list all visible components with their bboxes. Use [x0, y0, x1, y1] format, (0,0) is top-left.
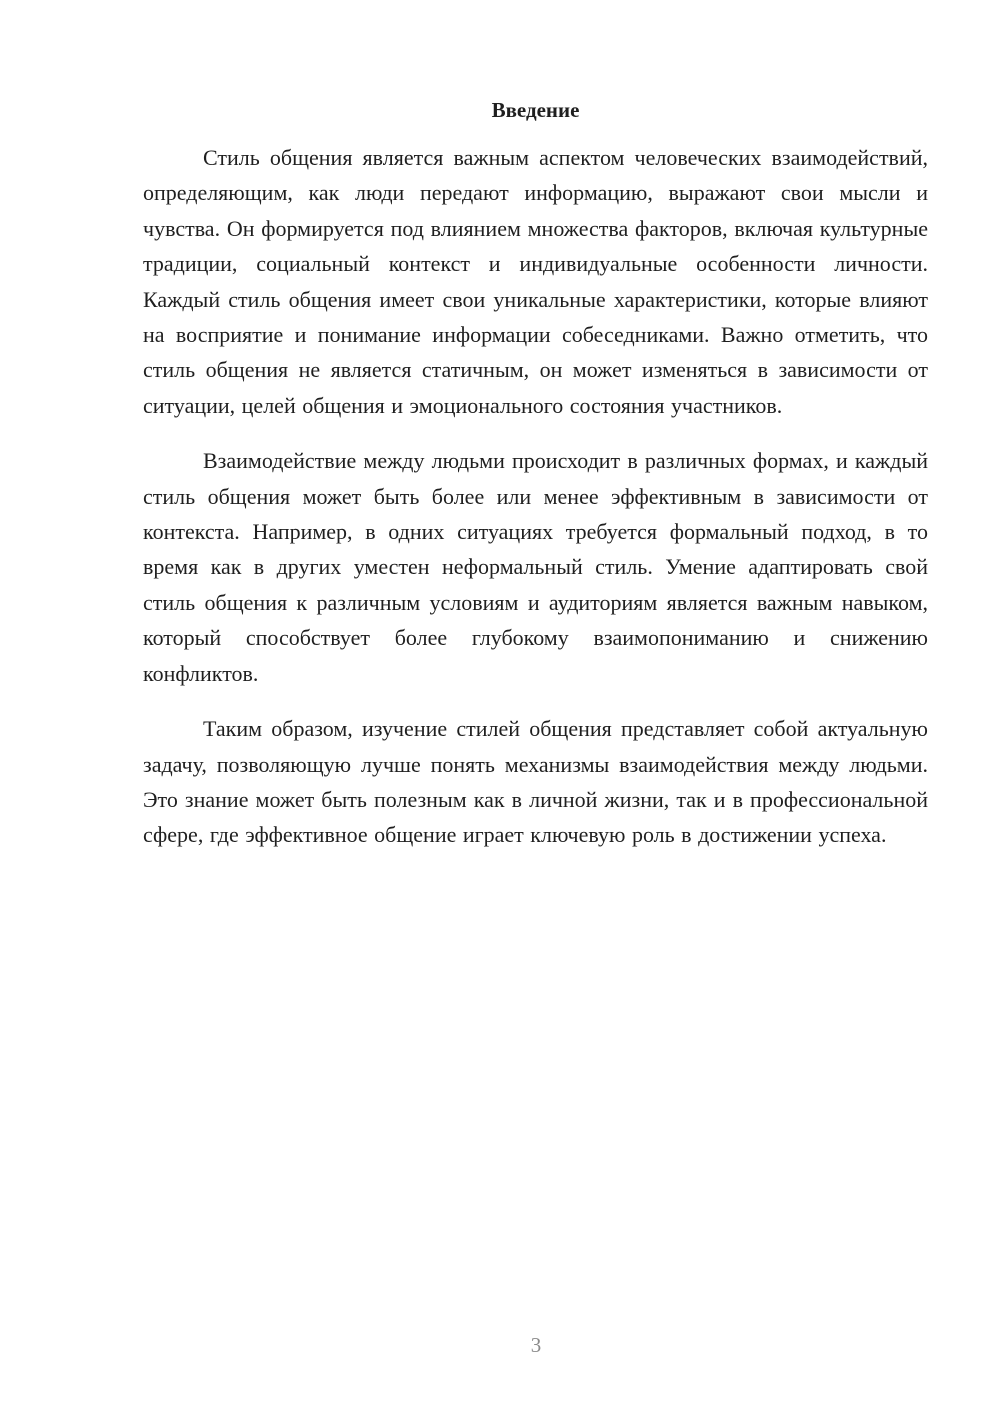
page-content [143, 95, 928, 873]
paragraph-3: Таким образом, изучение стилей общения представляет собой актуальную задачу, позволяющую лучше понять механизмы взаимодействия между людьми. Это знание может быть полезным как в личной жизни, так и в профессиональной сфере, где эффективное общение играет ключевую роль в достижении успеха. [143, 716, 928, 848]
section-heading: Введение [491, 98, 580, 122]
paragraph-2: Взаимодействие между людьми происходит в различных формах, и каждый стиль общения может быть более или менее эффективным в зависимости от контекста. Например, в одних ситуациях требуется формальный подход, в то время как в других уместен неформальный стиль. Умение адаптировать свой стиль общения к различным условиям и аудиториям является важным навыком, который способствует более глубокому взаимопониманию и снижению конфликтов. [143, 448, 928, 686]
page-number: 3 [530, 1333, 542, 1357]
paragraph-1: Стиль общения является важным аспектом человеческих взаимодействий, определяющим, как люди передают информацию, выражают свои мысли и чувства. Он формируется под влиянием множества факторов, включая культурные традиции, социальный контекст и индивидуальные особенности личности. Каждый стиль общения имеет свои уникальные характеристики, которые влияют на восприятие и понимание информации собеседниками. Важно отметить, что стиль общения не является статичным, он может изменяться в зависимости от ситуации, целей общения и эмоционального состояния участников. [143, 145, 928, 418]
